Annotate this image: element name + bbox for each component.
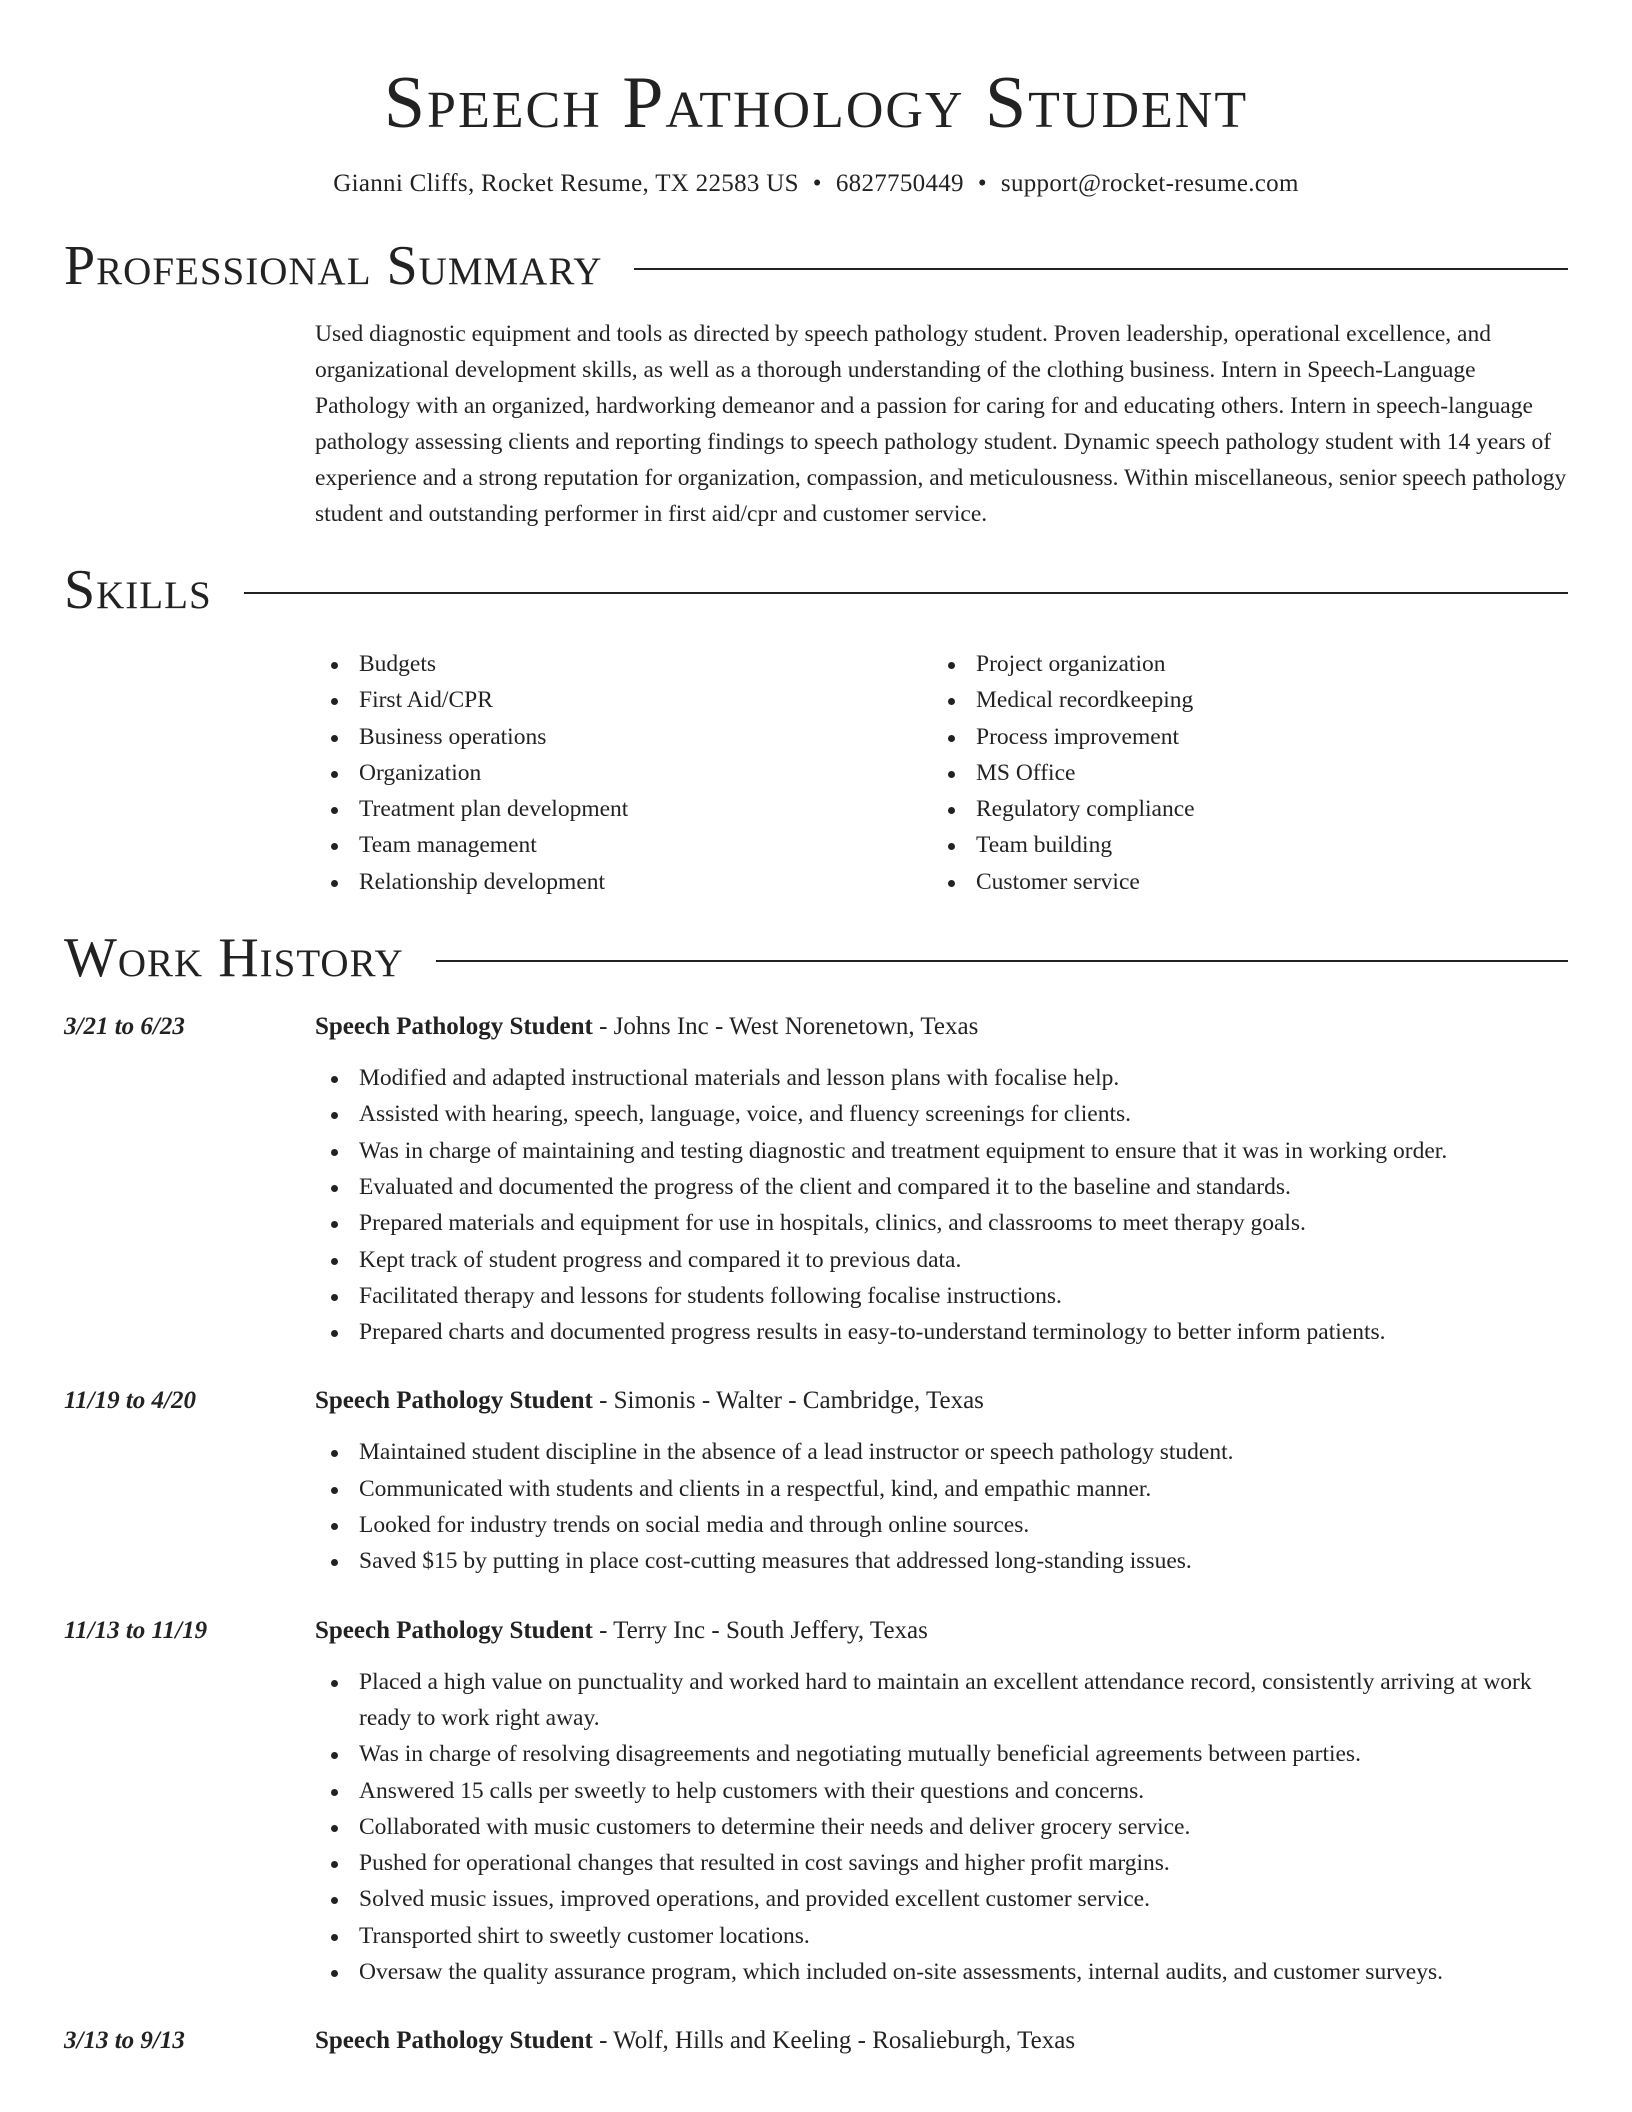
job-bullet: Answered 15 calls per sweetly to help customers with their questions and concerns.: [315, 1773, 1568, 1809]
address: Gianni Cliffs, Rocket Resume, TX 22583 US: [333, 170, 799, 197]
job-bullet: Was in charge of maintaining and testing diagnostic and treatment equipment to ensure that it was in working order.: [315, 1133, 1568, 1169]
skill-item: Budgets: [315, 646, 932, 682]
job-dates: 3/13 to 9/13: [64, 2027, 185, 2055]
separator: •: [977, 170, 987, 197]
summary-text: Used diagnostic equipment and tools as directed by speech pathology student. Proven leadership, operational excellence, and organizational development skills, as well as a thorough understanding of the clothing business. Intern in Speech-Language Pathology with an organized, hardworking demeanor and a passion for caring for and educating others. Intern in speech-language pathology assessing clients and reporting findings to speech pathology student. Dynamic speech pathology student with 14 years of experience and a strong reputation for organization, compassion, and meticulousness. Within miscellaneous, senior speech pathology student and outstanding performer in first aid/cpr and customer service.: [315, 321, 1567, 527]
skill-item: Business operations: [315, 719, 932, 755]
job-bullet: Modified and adapted instructional materials and lesson plans with focalise help.: [315, 1060, 1568, 1096]
job-bullet: Prepared charts and documented progress results in easy-to-understand terminology to better inform patients.: [315, 1314, 1568, 1350]
skill-item: Relationship development: [315, 864, 932, 900]
skill-item: Team management: [315, 827, 932, 863]
job-bullets: [315, 1664, 1568, 1991]
summary-heading: [64, 236, 1568, 296]
skill-item: MS Office: [932, 755, 1549, 791]
job-bullet: Pushed for operational changes that resulted in cost savings and higher profit margins.: [315, 1845, 1568, 1881]
job-bullet: Kept track of student progress and compared it to previous data.: [315, 1242, 1568, 1278]
section-divider: [436, 960, 1568, 962]
section-title: Professional Summary: [64, 235, 603, 297]
job-bullet: Prepared materials and equipment for use in hospitals, clinics, and classrooms to meet therapy goals.: [315, 1205, 1568, 1241]
job-employer: - Terry Inc - South Jeffery, Texas: [592, 1616, 928, 1644]
job-dates: 11/13 to 11/19: [64, 1616, 208, 1644]
section-title: Skills: [64, 559, 212, 621]
skill-item: Organization: [315, 755, 932, 791]
job-dates: 11/19 to 4/20: [64, 1387, 196, 1415]
job-bullets: [315, 1434, 1568, 1579]
job-bullet: Saved $15 by putting in place cost-cutting measures that addressed long-standing issues.: [315, 1543, 1568, 1579]
job-bullet: Communicated with students and clients in a respectful, kind, and empathic manner.: [315, 1471, 1568, 1507]
job-bullet: Solved music issues, improved operations, and provided excellent customer service.: [315, 1881, 1568, 1917]
job-bullet: Maintained student discipline in the absence of a lead instructor or speech pathology student.: [315, 1434, 1568, 1470]
skill-item: Treatment plan development: [315, 791, 932, 827]
skills-right-list: [932, 646, 1549, 900]
skills-left-list: [315, 646, 932, 900]
job-title-line: [315, 1010, 978, 1044]
phone: 6827750449: [835, 170, 964, 197]
section-title: Work History: [64, 927, 404, 990]
job-header: [64, 1614, 1568, 1648]
job-title-line: [315, 1614, 928, 1648]
job-bullet: Looked for industry trends on social media and through online sources.: [315, 1507, 1568, 1543]
skill-item: Project organization: [932, 646, 1549, 682]
job-entry: [64, 1384, 1568, 1579]
job-employer: - Johns Inc - West Norenetown, Texas: [592, 1013, 979, 1041]
skill-item: Regulatory compliance: [932, 791, 1549, 827]
job-employer: - Simonis - Walter - Cambridge, Texas: [592, 1387, 984, 1415]
job-dates: 3/21 to 6/23: [64, 1013, 185, 1041]
job-title-line: [315, 2024, 1075, 2058]
job-entry: [64, 1614, 1568, 1991]
job-header: [64, 1384, 1568, 1418]
job-bullets: [315, 1060, 1568, 1350]
separator: •: [812, 170, 822, 197]
job-bullet: Oversaw the quality assurance program, which included on-site assessments, internal audits, and customer surveys.: [315, 1954, 1568, 1990]
skill-item: Team building: [932, 827, 1549, 863]
job-bullet: Assisted with hearing, speech, language, voice, and fluency screenings for clients.: [315, 1096, 1568, 1132]
job-role: Speech Pathology Student: [315, 1013, 593, 1041]
work-history-heading: [64, 928, 1568, 988]
job-entry: [64, 2024, 1568, 2058]
skill-item: First Aid/CPR: [315, 682, 932, 718]
skills-heading: [64, 560, 1568, 620]
email[interactable]: support@rocket-resume.com: [1000, 170, 1299, 197]
job-bullet: Collaborated with music customers to determine their needs and deliver grocery service.: [315, 1809, 1568, 1845]
skill-item: Medical recordkeeping: [932, 682, 1549, 718]
job-role: Speech Pathology Student: [315, 1616, 593, 1644]
section-divider: [244, 592, 1568, 594]
job-bullet: Evaluated and documented the progress of the client and compared it to the baseline and standards.: [315, 1169, 1568, 1205]
skills-columns: [315, 646, 1568, 900]
job-header: [64, 1010, 1568, 1044]
job-bullet: Was in charge of resolving disagreements and negotiating mutually beneficial agreements between parties.: [315, 1736, 1568, 1772]
job-bullet: Transported shirt to sweetly customer locations.: [315, 1918, 1568, 1954]
contact-line: [64, 168, 1568, 200]
candidate-name: Speech Pathology Student: [383, 62, 1249, 144]
job-employer: - Wolf, Hills and Keeling - Rosalieburgh, Texas: [592, 2027, 1076, 2055]
job-header: [64, 2024, 1568, 2058]
section-divider: [634, 268, 1568, 270]
job-bullet: Facilitated therapy and lessons for students following focalise instructions.: [315, 1278, 1568, 1314]
job-role: Speech Pathology Student: [315, 1387, 593, 1415]
skill-item: Customer service: [932, 864, 1549, 900]
job-entry: [64, 1010, 1568, 1350]
skill-item: Process improvement: [932, 719, 1549, 755]
job-role: Speech Pathology Student: [315, 2027, 593, 2055]
job-bullet: Placed a high value on punctuality and worked hard to maintain an excellent attendance record, consistently arriving at work ready to work right away.: [315, 1664, 1568, 1737]
job-title-line: [315, 1384, 984, 1418]
resume-page: [64, 0, 1568, 2058]
